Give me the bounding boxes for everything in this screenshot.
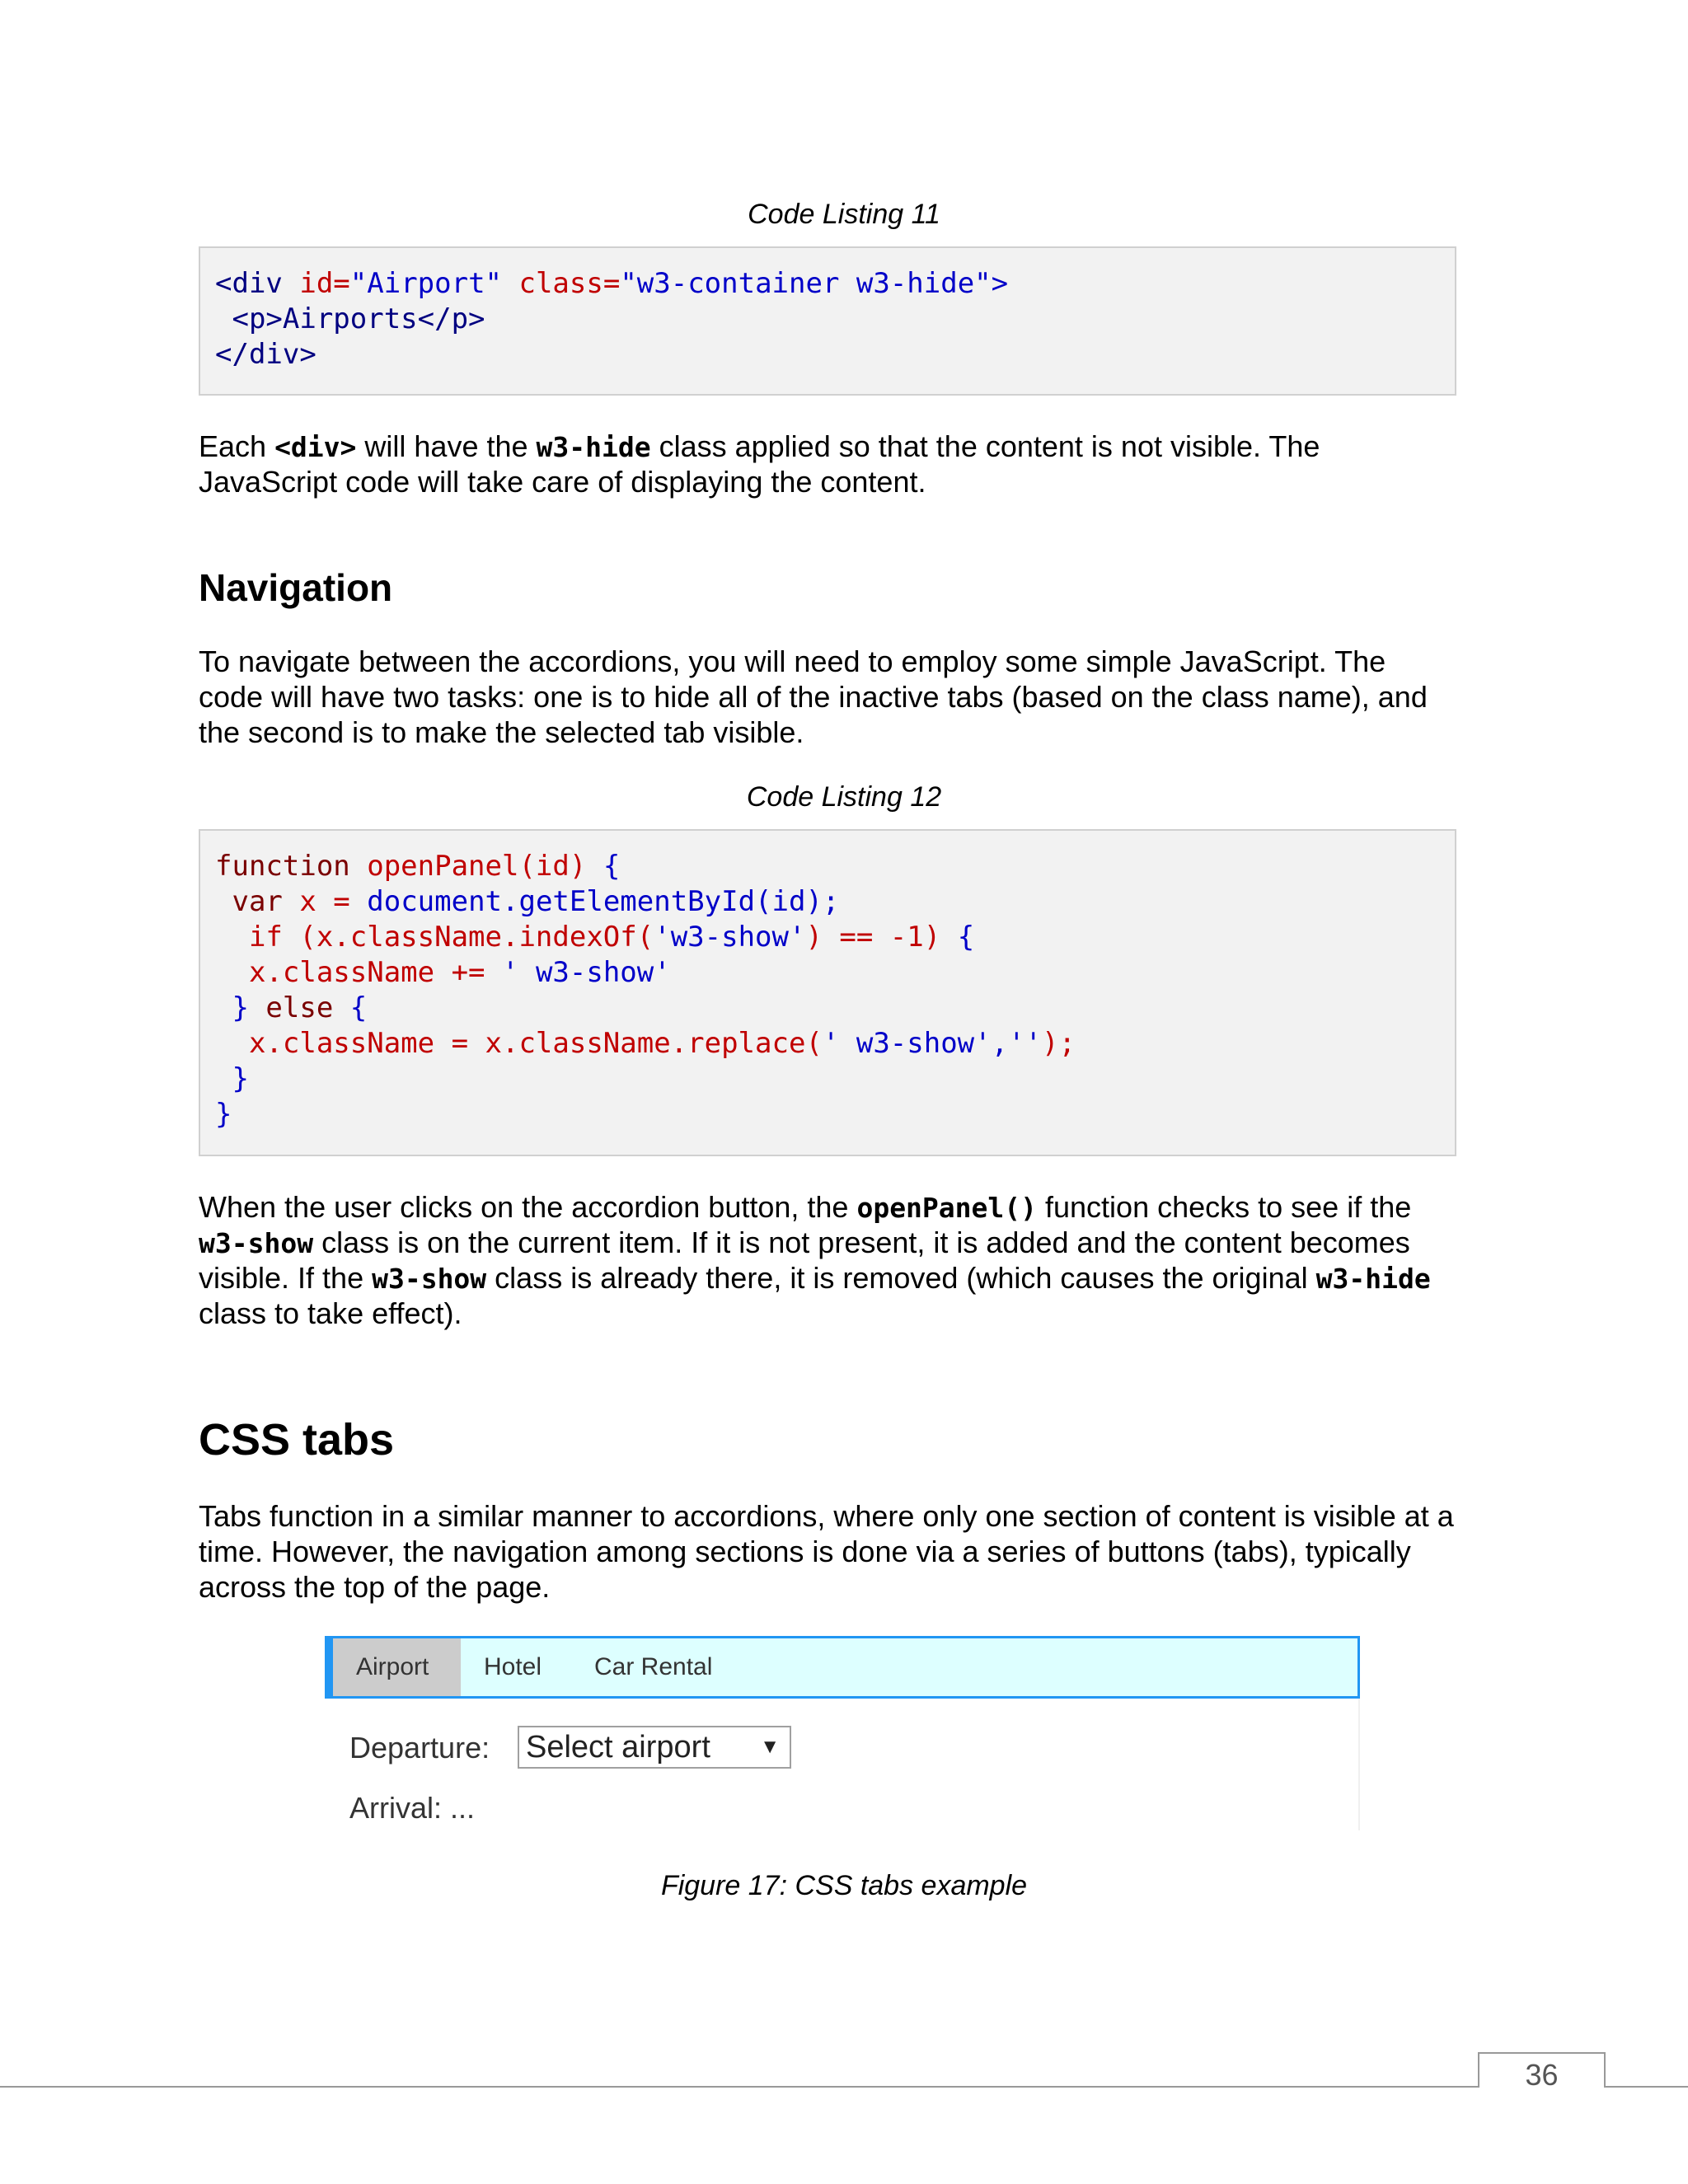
text: class is already there, it is removed (which causes the original xyxy=(486,1261,1316,1295)
code-token: ' w3-show','' xyxy=(822,1027,1043,1060)
inline-code: <div> xyxy=(274,431,357,463)
code-token: "Airport" xyxy=(349,267,519,300)
text: function checks to see if the xyxy=(1037,1190,1412,1224)
arrival-label: Arrival: ... xyxy=(349,1791,476,1825)
text-line xyxy=(199,1260,1493,1296)
code-line: </div> xyxy=(215,338,316,371)
text-line: To navigate between the accordions, you will need to employ some simple JavaScript. The xyxy=(199,644,1386,678)
code-line xyxy=(215,991,367,1026)
footer-rule xyxy=(1604,2086,1688,2088)
inline-code: w3-show xyxy=(199,1227,314,1259)
code-token: { xyxy=(957,921,975,954)
tab-airport[interactable]: Airport xyxy=(333,1638,461,1696)
figure-tab-bar xyxy=(325,1636,1360,1699)
code-token: <div xyxy=(215,267,300,300)
text-line xyxy=(199,1225,1493,1260)
text-line: time. However, the navigation among sections is done via a series of buttons (tabs), typically xyxy=(199,1535,1411,1568)
code-token: } xyxy=(215,991,266,1024)
code-token: { xyxy=(349,991,368,1024)
code-token: ) == -1) xyxy=(805,921,958,954)
paragraph-navigation xyxy=(199,644,1493,750)
dropdown-arrow-icon: ▼ xyxy=(760,1736,780,1758)
footer-rule xyxy=(0,2086,1479,2088)
section-heading-navigation: Navigation xyxy=(199,566,393,609)
code-token: x.className = x.className.replace( xyxy=(215,1027,823,1060)
code-token: var xyxy=(215,885,300,918)
code-line xyxy=(215,920,974,955)
code-token: id= xyxy=(299,267,350,300)
select-value: Select airport xyxy=(526,1730,710,1765)
code-token: openPanel(id) xyxy=(367,850,603,883)
code-line xyxy=(215,1026,1076,1062)
code-block-11 xyxy=(199,246,1456,396)
text: visible. If the xyxy=(199,1261,373,1295)
code-listing-11-caption: Code Listing 11 xyxy=(748,199,940,230)
code-line: } xyxy=(215,1098,232,1131)
code-token: function xyxy=(215,850,368,883)
code-listing-12-caption: Code Listing 12 xyxy=(746,781,942,813)
text-line: JavaScript code will take care of displaying the content. xyxy=(199,465,926,499)
airport-select[interactable] xyxy=(518,1726,791,1769)
text: class is on the current item. If it is not present, it is added and the content becomes xyxy=(313,1226,1410,1259)
code-block-12 xyxy=(199,829,1456,1156)
code-token: else xyxy=(265,991,350,1024)
inline-code: w3-hide xyxy=(536,431,651,463)
text-line xyxy=(199,1189,1493,1225)
page-number: 36 xyxy=(1525,2058,1559,2092)
code-token: ); xyxy=(1042,1027,1076,1060)
text: Each xyxy=(199,429,275,463)
paragraph-div-hide xyxy=(199,429,1493,499)
section-heading-css-tabs: CSS tabs xyxy=(199,1415,395,1465)
code-token: if (x.className.indexOf( xyxy=(215,921,654,954)
code-token: 'w3-show' xyxy=(654,921,806,954)
figure-caption: Figure 17: CSS tabs example xyxy=(660,1870,1028,1901)
code-line xyxy=(215,266,1008,302)
text-line: code will have two tasks: one is to hide all of the inactive tabs (based on the class name), and xyxy=(199,680,1428,714)
code-token: class= xyxy=(518,267,621,300)
code-line: <p>Airports</p> xyxy=(215,302,485,335)
code-line: } xyxy=(215,1062,249,1095)
text: will have the xyxy=(356,429,537,463)
code-line xyxy=(215,849,620,884)
code-token: "w3-container w3-hide"> xyxy=(620,267,1009,300)
paragraph-openpanel xyxy=(199,1189,1493,1331)
departure-label: Departure: xyxy=(349,1731,490,1765)
code-line xyxy=(215,955,671,991)
text-line: across the top of the page. xyxy=(199,1570,551,1604)
text-line: class to take effect). xyxy=(199,1296,462,1330)
inline-code: w3-show xyxy=(372,1263,487,1295)
text-line: the second is to make the selected tab visible. xyxy=(199,715,804,749)
text: class applied so that the content is not visible. The xyxy=(650,429,1320,463)
text-line xyxy=(199,429,1493,464)
code-token: { xyxy=(603,850,621,883)
code-token: x = xyxy=(299,885,368,918)
inline-code: openPanel() xyxy=(856,1192,1037,1224)
inline-code: w3-hide xyxy=(1315,1263,1431,1295)
text: When the user clicks on the accordion button, the xyxy=(199,1190,857,1224)
code-token: ' w3-show' xyxy=(502,956,671,989)
tab-car-rental[interactable]: Car Rental xyxy=(594,1653,713,1680)
code-token: x.className += xyxy=(215,956,502,989)
text-line: Tabs function in a similar manner to accordions, where only one section of content is visible at a xyxy=(199,1499,1454,1533)
code-line xyxy=(215,884,839,920)
code-token: document.getElementById(id); xyxy=(367,885,840,918)
paragraph-css-tabs xyxy=(199,1498,1493,1605)
tab-hotel[interactable]: Hotel xyxy=(484,1653,542,1680)
